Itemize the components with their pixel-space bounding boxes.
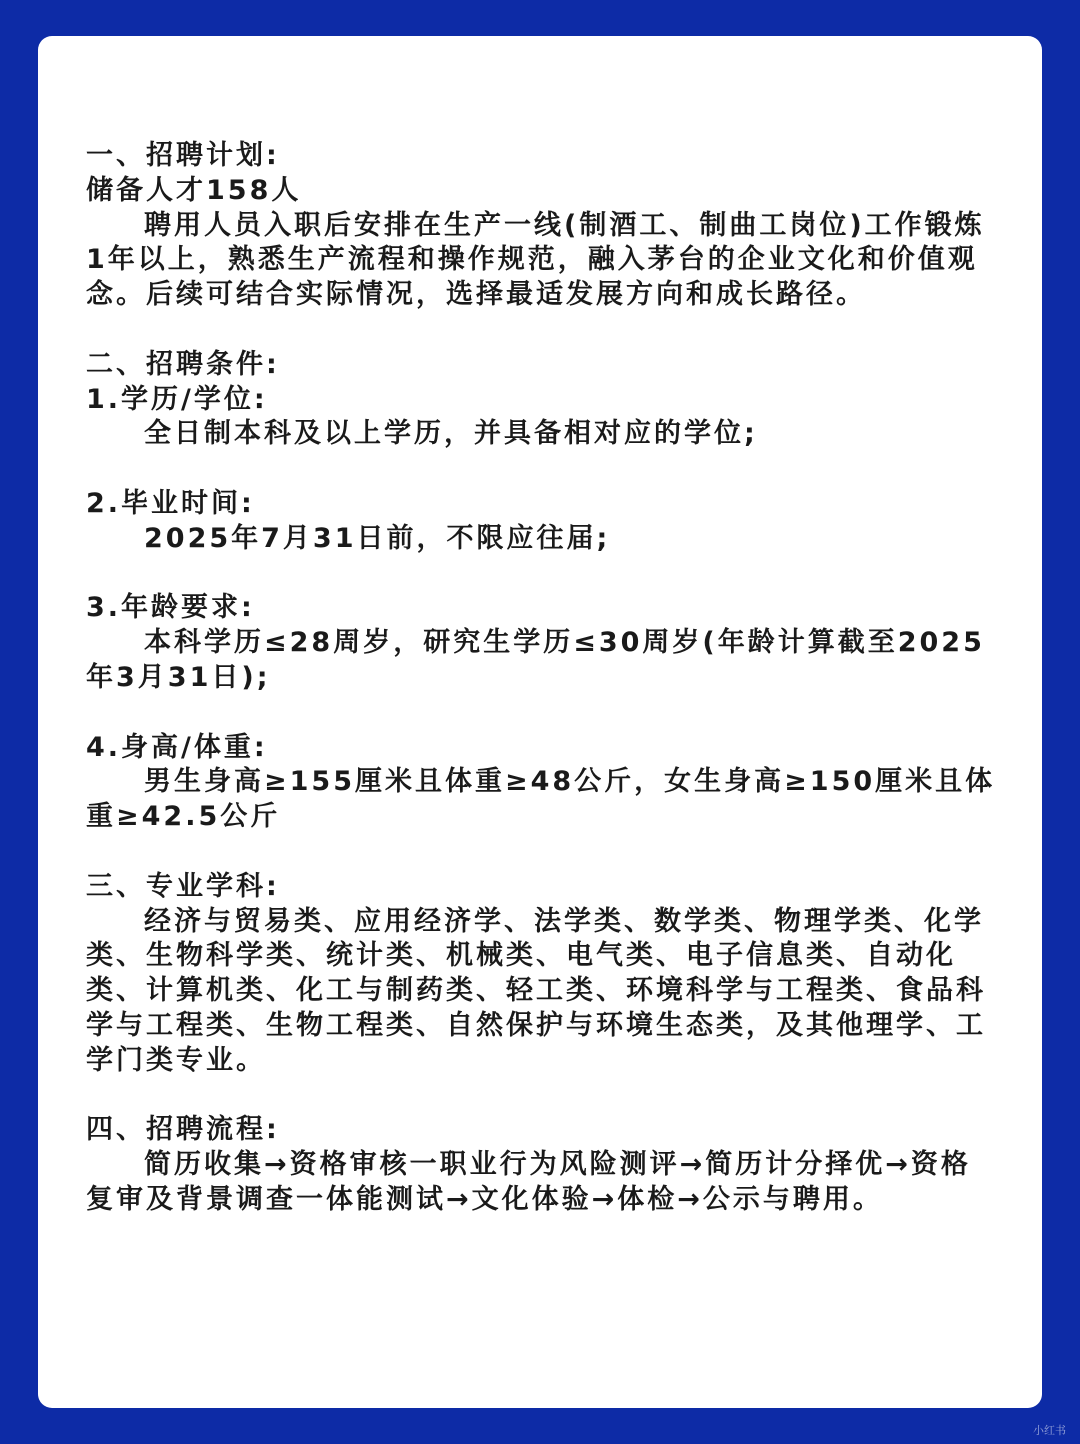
spacer [86,835,996,870]
section-2-heading: 二、招聘条件: [86,348,280,380]
item-education-title: 1.学历/学位: [86,383,268,415]
spacer [86,452,996,487]
section-1-heading: 一、招聘计划: [86,140,280,171]
document-content [86,139,996,1218]
section-1-body: 聘用人员入职后安排在生产一线(制酒工、制曲工岗位)工作锻炼1年以上，熟悉生产流程和操作规范，融入茅台的企业文化和价值观念。后续可结合实际情况，选择最适发展方向和成长路径。 [86,209,985,311]
section-1-subtitle: 储备人才158人 [86,174,302,206]
spacer [86,313,996,348]
document-card [38,36,1042,1408]
item-age-text: 本科学历≤28周岁，研究生学历≤30周岁(年龄计算截至2025年3月31日); [86,627,985,693]
watermark: 小红书 [1033,1424,1066,1437]
spacer [86,557,996,592]
section-4-heading: 四、招聘流程: [86,1114,280,1146]
section-3-body: 经济与贸易类、应用经济学、法学类、数学类、物理学类、化学类、生物科学类、统计类、机械类、电气类、电子信息类、自动化类、计算机类、化工与制药类、轻工类、环境科学与工程类、食品科学与工程类、生物工程类、自然保护与环境生态类，及其他理学、工学门类专业。 [86,905,986,1076]
item-age-title: 3.年龄要求: [86,592,255,624]
section-3-heading: 三、专业学科: [86,870,280,902]
spacer [86,696,996,731]
item-height-weight-text: 男生身高≥155厘米且体重≥48公斤，女生身高≥150厘米且体重≥42.5公斤 [86,766,996,833]
item-graduation-title: 2.毕业时间: [86,487,255,519]
item-height-weight-title: 4.身高/体重: [86,731,268,763]
item-graduation-text: 2025年7月31日前，不限应往届; [144,522,611,554]
section-4-body: 简历收集→资格审核一职业行为风险测评→简历计分择优→资格复审及背景调查一体能测试→文化体验→体检→公示与聘用。 [86,1149,971,1215]
item-education-text: 全日制本科及以上学历，并具备相对应的学位; [144,418,758,450]
spacer [86,1079,996,1114]
